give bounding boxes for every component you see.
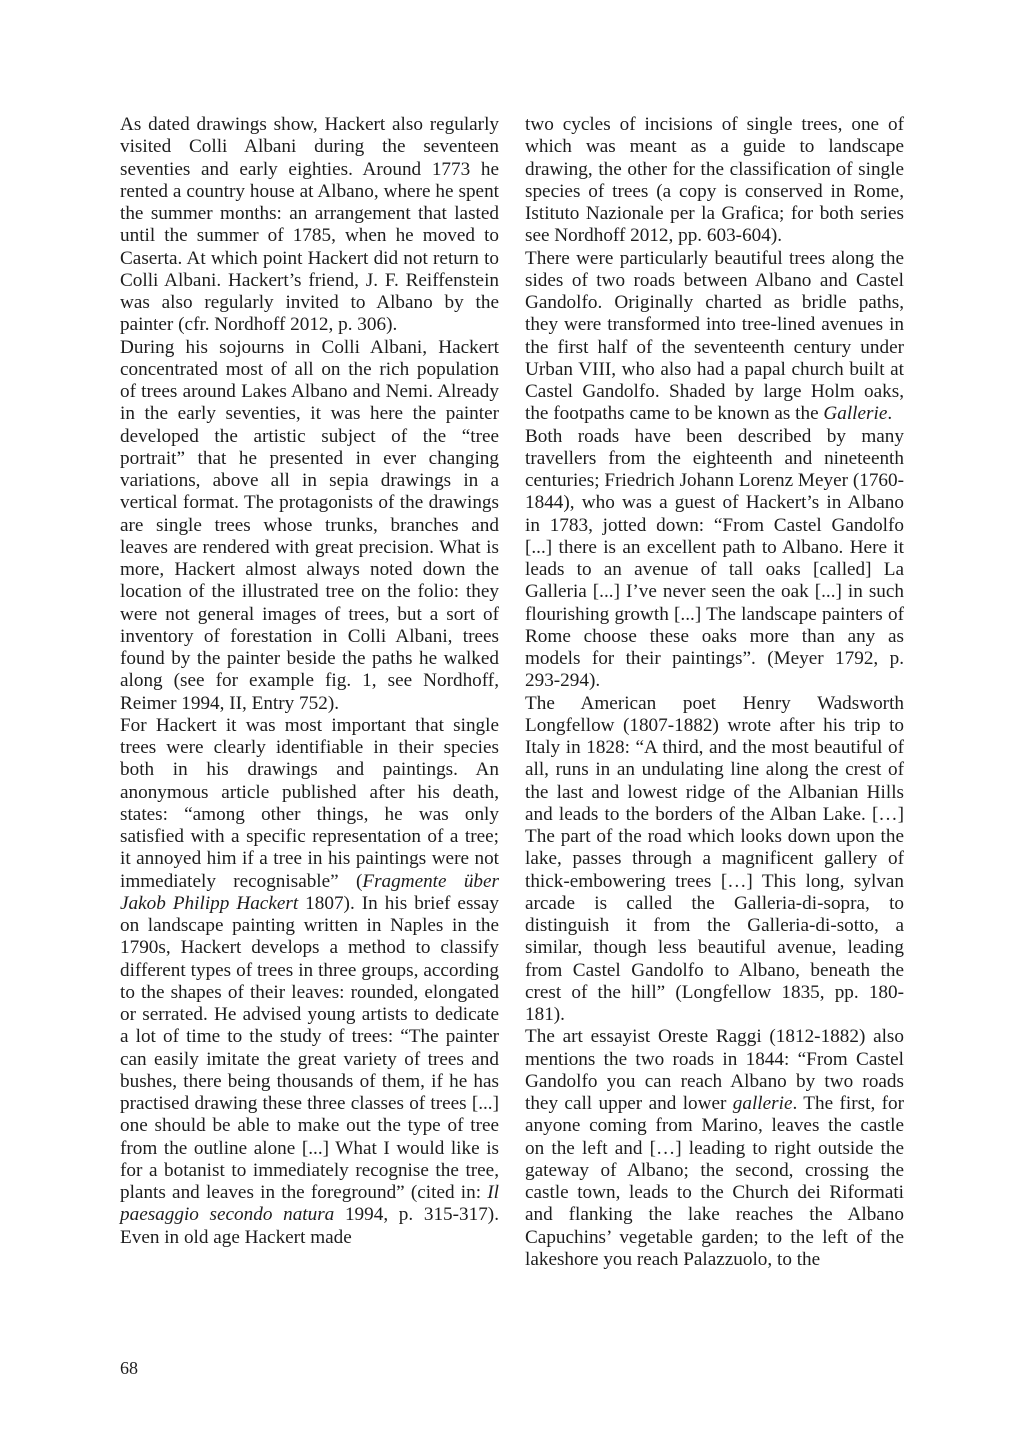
paragraph-colli-albani-visits [120,114,499,337]
italic-title-fragmente: Fragmente über Jakob Philipp Hackert [120,870,499,914]
paragraph-raggi [525,1026,904,1271]
paragraph-gallerie [525,248,904,426]
text-segment: 1807). In his brief essay on landscape painting written in Naples in the 1790s, Hackert develops a method to classify different types of trees in three groups, according to the shapes of their leaves: rounded, elongated or serrated. He advised young artists to dedicate a lot of time to the study of trees: “The painter can easily imitate the great variety of trees and bushes, there being thousands of them, if he has practised drawing these three classes of trees [...] one should be able to make out the type of tree from the outline alone [...] What I would like is for a botanist to immediately recognise the tree, plants and leaves in the foreground” (cited in: [120,892,499,1203]
text-segment: The American poet Henry Wadsworth Longfellow (1807-1882) wrote after his trip to Italy in 1828: “A third, and the most beautiful of all, runs in an undulating line along the crest of the last and lowest ridge of the Albanian Hills and leads to the borders of the Alban Lake. […] The part of the road which looks down upon the lake, passes through a magnificent gallery of thick-embowering trees […] This long, sylvan arcade is called the Galleria-di-sopra, to distinguish it from the Galleria-di-sotto, a similar, though less beautiful avenue, leading from Castel Gandolfo to Albano, beneath the crest of the hill” (Longfellow 1835, pp. 180-181). [525,692,904,1025]
left-text-column [120,114,499,1249]
paragraph-incisions [525,114,904,248]
paragraph-tree-portrait [120,337,499,715]
text-segment: For Hackert it was most important that single trees were clearly identifiable in their species both in his drawings and paintings. An anonymous article published after his death, states: “among other things, he was only satisfied with a specific representation of a tree; it annoyed him if a tree in his paintings were not immediately recognisable” ( [120,714,499,892]
text-segment: There were particularly beautiful trees along the sides of two roads between Albano and Castel Gandolfo. Originally charted as bridle paths, they were transformed into tree-lined avenues in the first half of the seventeenth century under Urban VIII, who also had a papal church built at Castel Gandolfo. Shaded by large Holm oaks, the footpaths came to be known as the [525,247,904,425]
page-number: 68 [120,1358,138,1378]
text-segment: . [887,403,893,425]
text-segment: As dated drawings show, Hackert also regularly visited Colli Albani during the seventeen seventies and early eighties. Around 1773 he rented a country house at Albano, where he spent the summer months: an arrangement that lasted until the summer of 1785, when he moved to Caserta. At which point Hackert did not return to Colli Albani. Hackert’s friend, J. F. Reiffenstein was also regularly invited to Albano by the painter (cfr. Nordhoff 2012, p. 306). [120,114,499,336]
right-text-column [525,114,904,1271]
italic-title-paesaggio: Il paesaggio secondo natura [120,1182,499,1226]
text-segment: . The first, for anyone coming from Marino, leaves the castle on the left and […] leading to right outside the gateway of Albano; the second, crossing the castle town, leads to the Church dei Riformati and flanking the lake reaches the Albano Capuchins’ vegetable garden; to the left of the lakeshore you reach Palazzuolo, to the [525,1093,905,1270]
text-segment: During his sojourns in Colli Albani, Hackert concentrated most of all on the rich population of trees around Lakes Albano and Nemi. Already in the early seventies, it was here the painter developed the artistic subject of the “tree portrait” that he presented in ever changing variations, above all in sepia drawings in a vertical format. The protagonists of the drawings are single trees whose trunks, branches and leaves are rendered with great precision. What is more, Hackert almost always noted down the location of the illustrated tree on the folio: they were not general images of trees, but a sort of inventory of forestation in Colli Albani, trees found by the painter beside the paths he walked along (see for example fig. 1, see Nordhoff, Reimer 1994, II, Entry 752). [120,336,499,714]
text-segment: Both roads have been described by many travellers from the eighteenth and nineteenth centuries; Friedrich Johann Lorenz Meyer (1760-1844), who was a guest of Hackert’s in Albano in 1783, jotted down: “From Castel Gandolfo [...] there is an excellent path to Albano. Here it leads to an avenue of tall oaks [called] La Galleria [...] I’ve never seen the oak [...] in such flourishing growth [...] The landscape painters of Rome choose these oaks more than any as models for their paintings”. (Meyer 1792, p. 293-294). [525,425,904,692]
paragraph-meyer [525,426,904,693]
text-segment: 1994, p. 315-317). Even in old age Hackert made [120,1204,499,1248]
paragraph-longfellow [525,693,904,1027]
paragraph-tree-species [120,715,499,1249]
text-segment: The art essayist Oreste Raggi (1812-1882) also mentions the two roads in 1844: “From Castel Gandolfo you can reach Albano by two roads they call upper and lower [525,1026,904,1114]
text-segment: two cycles of incisions of single trees, one of which was meant as a guide to landscape drawing, the other for the classification of single species of trees (a copy is conserved in Rome, Istituto Nazionale per la Grafica; for both series see Nordhoff 2012, pp. 603-604). [525,114,904,247]
italic-term-gallerie: Gallerie [823,403,888,425]
italic-term-gallerie-lower: gallerie [732,1093,793,1114]
